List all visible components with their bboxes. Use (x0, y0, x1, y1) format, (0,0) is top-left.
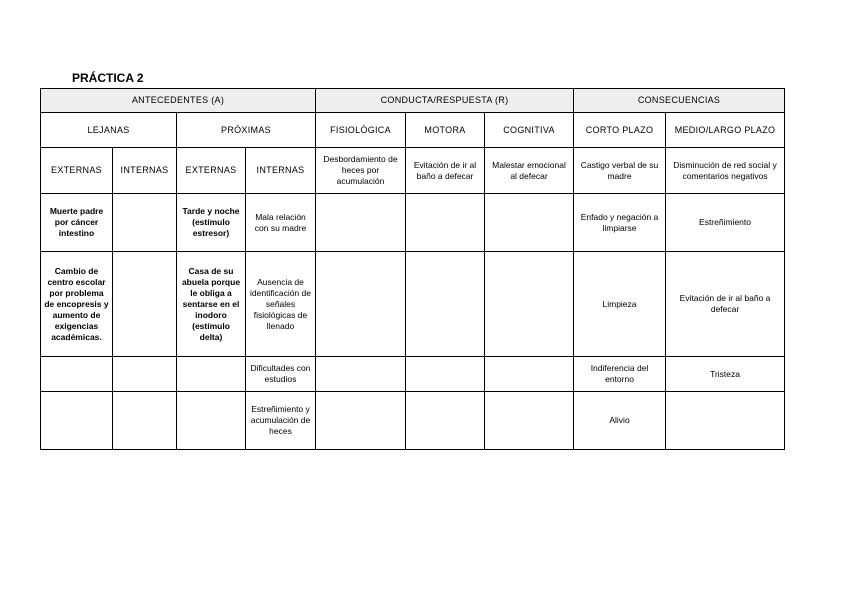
cell-proximas-externas: Casa de su abuela porque le obliga a sentarse en el inodoro (estímulo delta) (177, 252, 246, 357)
header-motora: MOTORA (406, 113, 485, 148)
header-corto-plazo: CORTO PLAZO (574, 113, 666, 148)
table-row (41, 252, 785, 357)
table-row (41, 357, 785, 392)
header-lejanas-internas: INTERNAS (113, 148, 177, 194)
cell-medio-largo-plazo: Tristeza (666, 357, 785, 392)
header-medio-largo-plazo: MEDIO/LARGO PLAZO (666, 113, 785, 148)
cell-cognitiva (485, 392, 574, 450)
cell-lejanas-externas: Cambio de centro escolar por problema de encopresis y aumento de exigencias académicas. (41, 252, 113, 357)
table-header-row (41, 89, 785, 113)
cell-fisiologica (316, 252, 406, 357)
cell-lejanas-internas (113, 357, 177, 392)
header-proximas: PRÓXIMAS (177, 113, 316, 148)
table-row (41, 194, 785, 252)
header-lejanas: LEJANAS (41, 113, 177, 148)
cell-proximas-internas: Mala relación con su madre (246, 194, 316, 252)
table-label-row (41, 148, 785, 194)
cell-corto-plazo: Enfado y negación a limpiarse (574, 194, 666, 252)
header-fisiologica: FISIOLÓGICA (316, 113, 406, 148)
header-lejanas-externas: EXTERNAS (41, 148, 113, 194)
cell-proximas-internas: Estreñimiento y acumulación de heces (246, 392, 316, 450)
cell-motora (406, 194, 485, 252)
cell-fisiologica (316, 194, 406, 252)
cell-motora (406, 252, 485, 357)
abc-analysis-table (40, 88, 785, 450)
cell-motora (406, 357, 485, 392)
cell-lejanas-externas (41, 392, 113, 450)
cell-lejanas-internas (113, 194, 177, 252)
header-antecedentes: ANTECEDENTES (A) (41, 89, 316, 113)
table-subheader-row (41, 113, 785, 148)
header-cognitiva: COGNITIVA (485, 113, 574, 148)
cell-proximas-externas (177, 392, 246, 450)
cell-cognitiva (485, 252, 574, 357)
cell-fisiologica-desc: Desbordamiento de heces por acumulación (316, 148, 406, 194)
cell-cognitiva (485, 194, 574, 252)
cell-proximas-externas: Tarde y noche (estímulo estresor) (177, 194, 246, 252)
cell-corto-desc: Castigo verbal de su madre (574, 148, 666, 194)
cell-cognitiva-desc: Malestar emocional al defecar (485, 148, 574, 194)
cell-proximas-internas: Ausencia de identificación de señales fisiológicas de llenado (246, 252, 316, 357)
header-proximas-internas: INTERNAS (246, 148, 316, 194)
table-row (41, 392, 785, 450)
header-conducta: CONDUCTA/RESPUESTA (R) (316, 89, 574, 113)
cell-motora-desc: Evitación de ir al baño a defecar (406, 148, 485, 194)
header-consecuencias: CONSECUENCIAS (574, 89, 785, 113)
cell-lejanas-internas (113, 252, 177, 357)
cell-fisiologica (316, 392, 406, 450)
cell-proximas-externas (177, 357, 246, 392)
cell-medio-largo-plazo: Estreñimiento (666, 194, 785, 252)
cell-corto-plazo: Indiferencia del entorno (574, 357, 666, 392)
cell-fisiologica (316, 357, 406, 392)
cell-lejanas-externas: Muerte padre por cáncer intestino (41, 194, 113, 252)
header-proximas-externas: EXTERNAS (177, 148, 246, 194)
cell-lejanas-internas (113, 392, 177, 450)
cell-corto-plazo: Alivio (574, 392, 666, 450)
cell-medio-largo-plazo: Evitación de ir al baño a defecar (666, 252, 785, 357)
cell-lejanas-externas (41, 357, 113, 392)
cell-medio-largo-plazo (666, 392, 785, 450)
cell-proximas-internas: Dificultades con estudios (246, 357, 316, 392)
cell-medio-desc: Disminución de red social y comentarios negativos (666, 148, 785, 194)
page-title: PRÁCTICA 2 (72, 71, 144, 85)
cell-corto-plazo: Limpieza (574, 252, 666, 357)
cell-motora (406, 392, 485, 450)
cell-cognitiva (485, 357, 574, 392)
